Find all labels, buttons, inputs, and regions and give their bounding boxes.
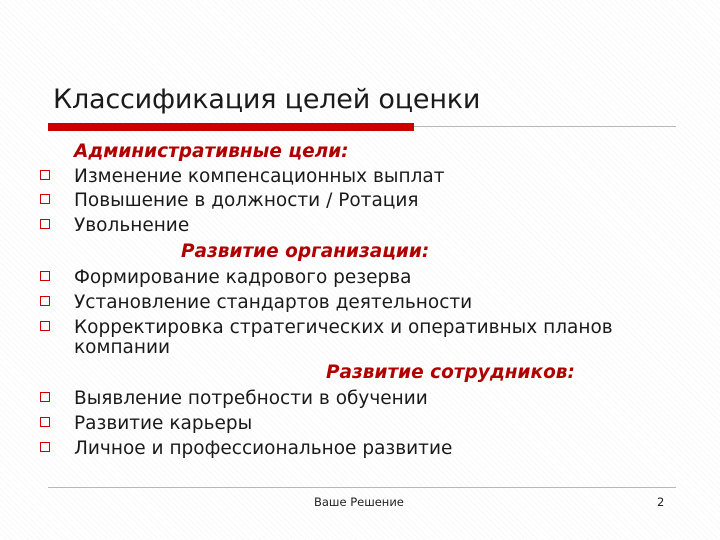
square-bullet-icon	[40, 194, 50, 204]
list-item-text: Повышение в должности / Ротация	[74, 190, 419, 211]
heading-employee-development: Развитие сотрудников:	[326, 362, 575, 383]
list-item-text: Увольнение	[74, 215, 190, 236]
heading-organization-development: Развитие организации:	[181, 241, 430, 262]
square-bullet-icon	[40, 442, 50, 452]
title-accent-bar	[48, 123, 414, 131]
square-bullet-icon	[40, 219, 50, 229]
square-bullet-icon	[40, 392, 50, 402]
list-item-text: Изменение компенсационных выплат	[74, 166, 445, 187]
list-item-text: компании	[74, 337, 171, 358]
slide-title: Классификация целей оценки	[53, 84, 481, 115]
title-divider	[414, 126, 676, 127]
square-bullet-icon	[40, 417, 50, 427]
list-item-text: Выявление потребности в обучении	[74, 388, 428, 409]
heading-administrative: Административные цели:	[74, 141, 349, 162]
list-item-text: Личное и профессиональное развитие	[74, 438, 453, 459]
page-number: 2	[657, 495, 665, 509]
square-bullet-icon	[40, 271, 50, 281]
list-item-text: Корректировка стратегических и оперативных планов	[74, 317, 613, 338]
square-bullet-icon	[40, 296, 50, 306]
square-bullet-icon	[40, 321, 50, 331]
list-item-text: Развитие карьеры	[74, 413, 253, 434]
square-bullet-icon	[40, 170, 50, 180]
list-item-text: Установление стандартов деятельности	[74, 292, 473, 313]
footer-label: Ваше Решение	[314, 495, 404, 509]
footer-divider	[48, 487, 676, 488]
list-item-text: Формирование кадрового резерва	[74, 267, 412, 288]
